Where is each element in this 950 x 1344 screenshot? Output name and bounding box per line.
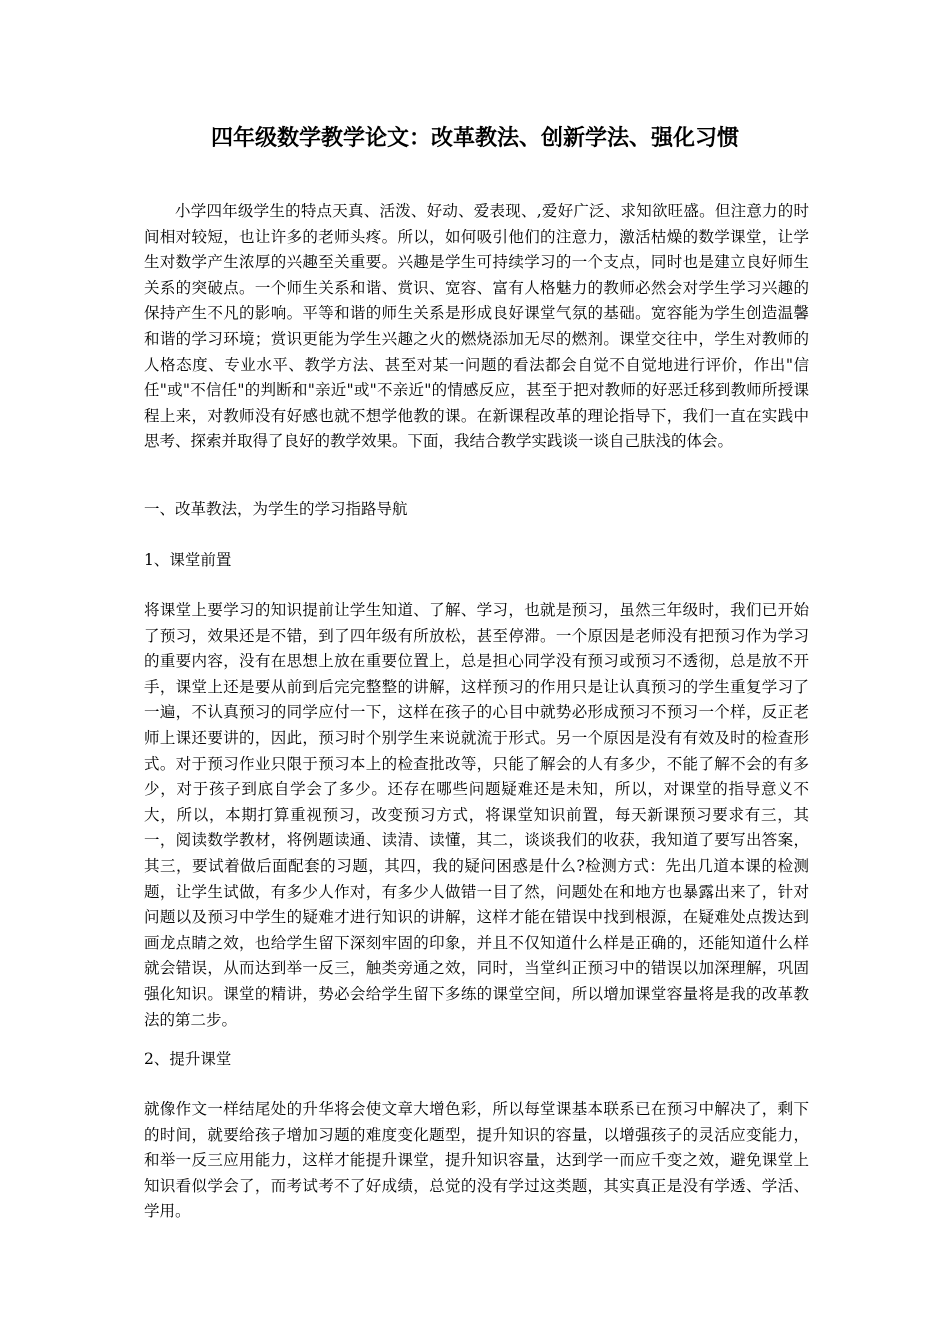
intro-paragraph: 小学四年级学生的特点天真、活泼、好动、爱表现、,爱好广泛、求知欲旺盛。但注意力的时间相对较短，也让许多的老师头疼。所以，如何吸引他们的注意力，激活枯燥的数学课堂，让学生对数学产生浓厚的兴趣至关重要。兴趣是学生可持续学习的一个支点，同时也是建立良好师生关系的突破点。一个师生关系和谐、赏识、宽容、富有人格魅力的教师必然会对学生学习兴趣的保持产生不凡的影响。平等和谐的师生关系是形成良好课堂气氛的基础。宽容能为学生创造温馨和谐的学习环境；赏识更能为学生兴趣之火的燃烧添加无尽的燃剂。课堂交往中，学生对教师的人格态度、专业水平、教学方法、甚至对某一问题的看法都会自觉不自觉地进行评价，作出"信任"或"不信任"的判断和"亲近"或"不亲近"的情感反应，甚至于把对教师的好恶迁移到教师所授课程上来，对教师没有好感也就不想学他教的课。在新课程改革的理论指导下，我们一直在实践中思考、探索并取得了良好的教学效果。下面，我结合教学实践谈一谈自己肤浅的体会。 [144, 202, 809, 451]
subsection-heading-1: 1、课堂前置 [144, 551, 232, 569]
document-title: 四年级数学教学论文：改革教法、创新学法、强化习惯 [210, 125, 739, 151]
subsection-2-paragraph: 就像作文一样结尾处的升华将会使文章大增色彩，所以每堂课基本联系已在预习中解决了，剩下的时间，就要给孩子增加习题的难度变化题型，提升知识的容量，以增强孩子的灵活应变能力，和举一反三应用能力，这样才能提升课堂，提升知识容量，达到学一而应千变之效，避免课堂上知识看似学会了，而考试考不了好成绩，总觉的没有学过这类题，其实真正是没有学透、学活、学用。 [144, 1100, 809, 1221]
subsection-heading-2: 2、提升课堂 [144, 1050, 232, 1068]
subsection-1-paragraph: 将课堂上要学习的知识提前让学生知道、了解、学习，也就是预习，虽然三年级时，我们已开始了预习，效果还是不错，到了四年级有所放松，甚至停滞。一个原因是老师没有把预习作为学习的重要内容，没有在思想上放在重要位置上，总是担心同学没有预习或预习不透彻，总是放不开手，课堂上还是要从前到后完完整整的讲解，这样预习的作用只是让认真预习的学生重复学习了一遍，不认真预习的同学应付一下，这样在孩子的心目中就势必形成预习不预习一个样，反正老师上课还要讲的，因此，预习时个别学生来说就流于形式。另一个原因是没有有效及时的检查形式。对于预习作业只限于预习本上的检查批改等，只能了解会的人有多少，不能了解不会的有多少，对于孩子到底自学会了多少。还存在哪些问题疑难还是未知，所以，对课堂的指导意义不大，所以，本期打算重视预习，改变预习方式，将课堂知识前置，每天新课预习要求有三，其一，阅读数学教材，将例题读通、读清、读懂，其二，谈谈我们的收获，我知道了要写出答案，其三，要试着做后面配套的习题，其四，我的疑问困惑是什么?检测方式：先出几道本课的检测题，让学生试做，有多少人作对，有多少人做错一目了然，问题处在和地方也暴露出来了，针对问题以及预习中学生的疑难才进行知识的讲解，这样才能在错误中找到根源，在疑难处点拨达到画龙点睛之效，也给学生留下深刻牢固的印象，并且不仅知道什么样是正确的，还能知道什么样就会错误，从而达到举一反三，触类旁通之效，同时，当堂纠正预习中的错误以加深理解，巩固强化知识。课堂的精讲，势必会给学生留下多练的课堂空间，所以增加课堂容量将是我的改革教法的第二步。 [144, 601, 809, 1029]
section-heading: 一、改革教法，为学生的学习指路导航 [144, 500, 408, 518]
